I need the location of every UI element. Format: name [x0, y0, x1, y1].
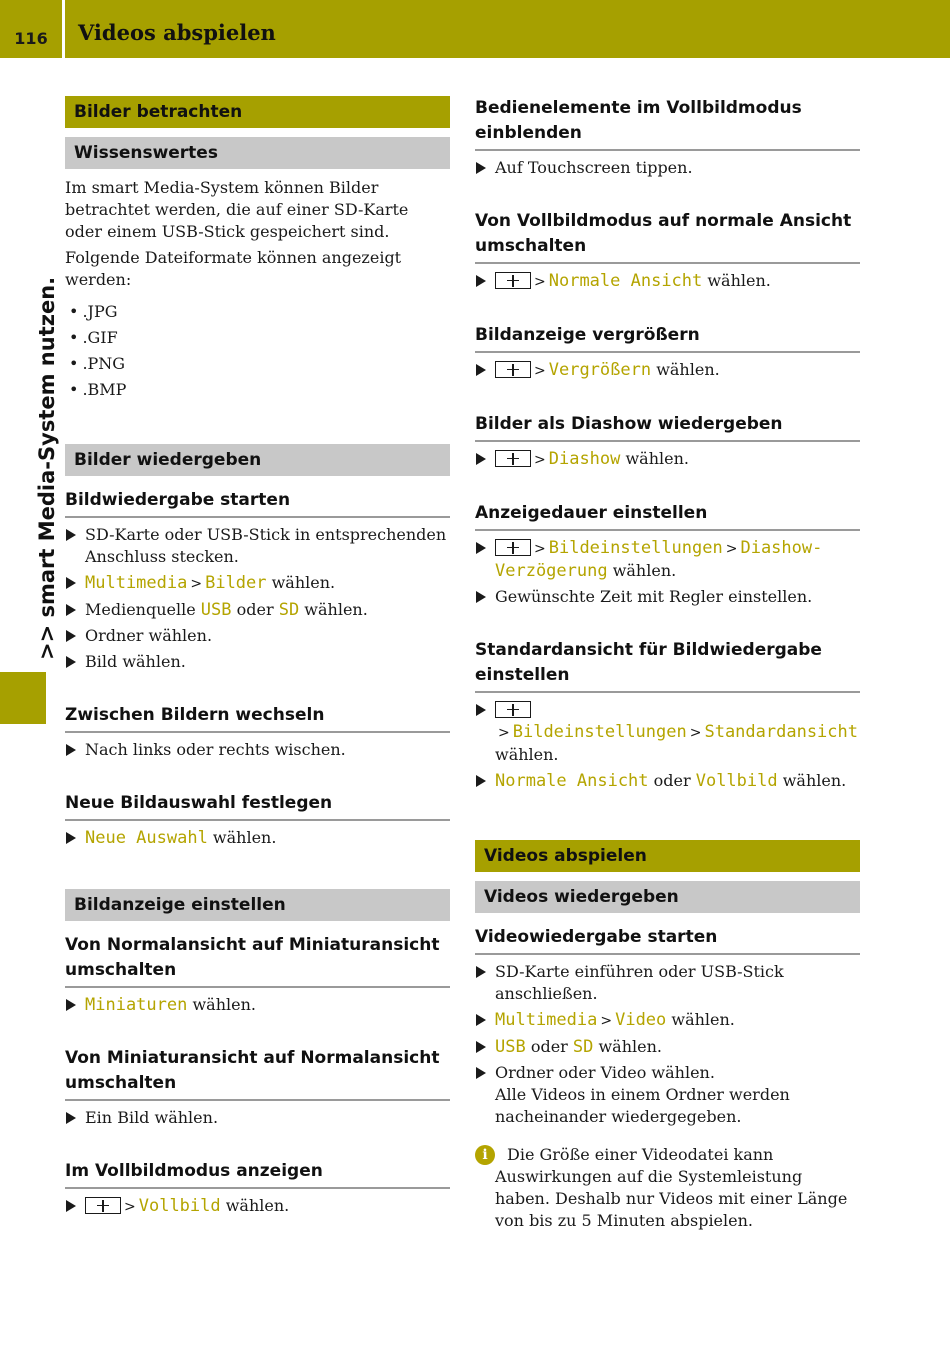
step-item [475, 1062, 860, 1128]
step-list [475, 448, 860, 471]
subsection-bar: Bildanzeige einstellen [65, 889, 450, 921]
info-note [475, 1144, 860, 1232]
step-list [65, 1107, 450, 1129]
menu-path-sd: SD [572, 1037, 594, 1057]
header-separator [62, 0, 65, 58]
list-item: • .JPG [65, 299, 450, 325]
right-column [475, 96, 860, 1232]
step-text: oder [530, 1037, 568, 1056]
note-text: Die Größe einer Videodatei kann Auswirkungen auf die Systemleistung haben. Deshalb nur Videos mit einer Länge von bis zu 5 Minuten abspielen. [495, 1145, 848, 1230]
action-text: wählen. [707, 271, 771, 290]
step-list [475, 699, 860, 792]
heading: Von Normalansicht auf Miniaturansicht umschalten [65, 933, 450, 988]
action-text: wählen. [271, 573, 336, 592]
step-item [475, 359, 860, 382]
action-text: wählen. [656, 360, 720, 379]
action-text: wählen. [625, 449, 689, 468]
menu-path-standardansicht: Standardansicht [704, 722, 858, 742]
menu-path-bildeinstellungen: Bildeinstellungen [512, 722, 687, 742]
step-text: oder [236, 600, 274, 619]
subsection-bar: Videos wiedergeben [475, 881, 860, 913]
page-title: Videos abspielen [78, 20, 276, 45]
menu-path-multimedia: Multimedia [495, 1010, 598, 1030]
step-item [475, 537, 860, 582]
separator: > [534, 452, 546, 468]
step-item [65, 1195, 450, 1218]
action-text: wählen. [304, 600, 368, 619]
heading: Zwischen Bildern wechseln [65, 703, 450, 733]
step-item [65, 599, 450, 621]
separator: > [600, 1013, 613, 1029]
step-list [65, 739, 450, 761]
menu-path-usb: USB [200, 600, 232, 620]
intro-paragraph: Folgende Dateiformate können angezeigt werden: [65, 248, 402, 289]
plus-key-icon [495, 361, 531, 378]
subsection-bar: Wissenswertes [65, 137, 450, 169]
plus-key-icon [495, 539, 531, 556]
separator: > [534, 363, 546, 379]
menu-path-vollbild: Vollbild [138, 1196, 221, 1216]
action-text: wählen. [212, 828, 277, 847]
step-list [65, 994, 450, 1016]
heading: Bildwiedergabe starten [65, 488, 450, 518]
step-list [475, 270, 860, 293]
step-item: Nach links oder rechts wischen. [65, 739, 450, 761]
intro-paragraph: Im smart Media-System können Bilder betrachtet werden, die auf einer SD-Karte oder einem USB-Stick gespeichert sind. [65, 178, 409, 241]
section-bar: Videos abspielen [475, 840, 860, 872]
menu-path-usb: USB [495, 1037, 526, 1057]
plus-key-icon [85, 1197, 121, 1214]
heading: Von Vollbildmodus auf normale Ansicht umschalten [475, 209, 860, 264]
separator: > [534, 274, 546, 290]
side-chapter-label: >> smart Media-System nutzen. [35, 276, 59, 660]
step-text: Ordner oder Video wählen. [495, 1063, 715, 1082]
separator: > [689, 725, 702, 741]
list-item: • .GIF [65, 325, 450, 351]
step-item: Gewünschte Zeit mit Regler einstellen. [475, 586, 860, 608]
step-item: SD-Karte oder USB-Stick in entsprechenden Anschluss stecken. [65, 524, 450, 568]
step-list [475, 359, 860, 382]
menu-path-vollbild: Vollbild [695, 771, 778, 791]
step-item: Ordner wählen. [65, 625, 450, 647]
menu-path-neue-auswahl: Neue Auswahl [85, 828, 208, 848]
action-text: wählen. [612, 561, 677, 580]
step-result: Alle Videos in einem Ordner werden nacheinander wiedergegeben. [495, 1085, 790, 1126]
plus-key-icon [495, 701, 531, 718]
step-list [65, 1195, 450, 1218]
list-item: • .PNG [65, 351, 450, 377]
heading: Videowiedergabe starten [475, 925, 860, 955]
menu-path-sd: SD [278, 600, 300, 620]
action-text: wählen. [495, 745, 559, 764]
side-tab-marker [0, 672, 46, 724]
step-text: oder [653, 771, 691, 790]
action-text: wählen. [782, 771, 847, 790]
menu-path-miniaturen: Miniaturen [85, 995, 188, 1015]
separator: > [190, 576, 203, 592]
subsection-bar: Bilder wiedergeben [65, 444, 450, 476]
heading: Anzeigedauer einstellen [475, 501, 860, 531]
heading: Im Vollbildmodus anzeigen [65, 1159, 450, 1189]
step-list [475, 157, 860, 179]
separator: > [725, 541, 738, 557]
step-item [475, 448, 860, 471]
menu-path-bildeinstellungen: Bildeinstellungen [548, 538, 723, 558]
step-list [65, 827, 450, 849]
menu-path-video: Video [615, 1010, 667, 1030]
separator: > [534, 541, 546, 557]
plus-key-icon [495, 272, 531, 289]
step-list [475, 537, 860, 608]
step-text: Medienquelle [85, 600, 196, 619]
step-list [475, 961, 860, 1128]
step-item [65, 994, 450, 1016]
action-text: wählen. [225, 1196, 290, 1215]
step-item [475, 770, 860, 792]
menu-path-diashow-verzoegerung: Diashow-Verzögerung [495, 538, 823, 581]
menu-path-vergroessern: Vergrößern [548, 360, 652, 380]
heading: Bilder als Diashow wiedergeben [475, 412, 860, 442]
heading: Bildanzeige vergrößern [475, 323, 860, 353]
step-item [65, 827, 450, 849]
section-bar: Bilder betrachten [65, 96, 450, 128]
step-item [475, 270, 860, 293]
info-icon: i [475, 1145, 495, 1165]
action-text: wählen. [671, 1010, 735, 1029]
step-item: Bild wählen. [65, 651, 450, 673]
heading: Bedienelemente im Vollbildmodus einblenden [475, 96, 860, 151]
menu-path-diashow: Diashow [548, 449, 621, 469]
plus-key-icon [495, 450, 531, 467]
separator: > [498, 725, 510, 741]
heading: Neue Bildauswahl festlegen [65, 791, 450, 821]
separator: > [124, 1199, 136, 1215]
heading: Standardansicht für Bildwiedergabe einstellen [475, 638, 860, 693]
menu-path-normale-ansicht: Normale Ansicht [548, 271, 703, 291]
step-item: Ein Bild wählen. [65, 1107, 450, 1129]
menu-path-bilder: Bilder [205, 573, 267, 593]
step-list [65, 524, 450, 673]
action-text: wählen. [192, 995, 256, 1014]
list-item: • .BMP [65, 377, 450, 403]
step-item: Auf Touchscreen tippen. [475, 157, 860, 179]
step-item [65, 572, 450, 595]
format-list [65, 299, 450, 403]
step-item [475, 1009, 860, 1032]
step-item [475, 1036, 860, 1058]
left-column [65, 96, 450, 1218]
menu-path-normale-ansicht: Normale Ansicht [495, 771, 649, 791]
menu-path-multimedia: Multimedia [85, 573, 188, 593]
heading: Von Miniaturansicht auf Normalansicht umschalten [65, 1046, 450, 1101]
action-text: wählen. [598, 1037, 662, 1056]
step-item [475, 699, 860, 766]
page-number: 116 [14, 29, 48, 48]
step-item: SD-Karte einführen oder USB-Stick anschließen. [475, 961, 860, 1005]
